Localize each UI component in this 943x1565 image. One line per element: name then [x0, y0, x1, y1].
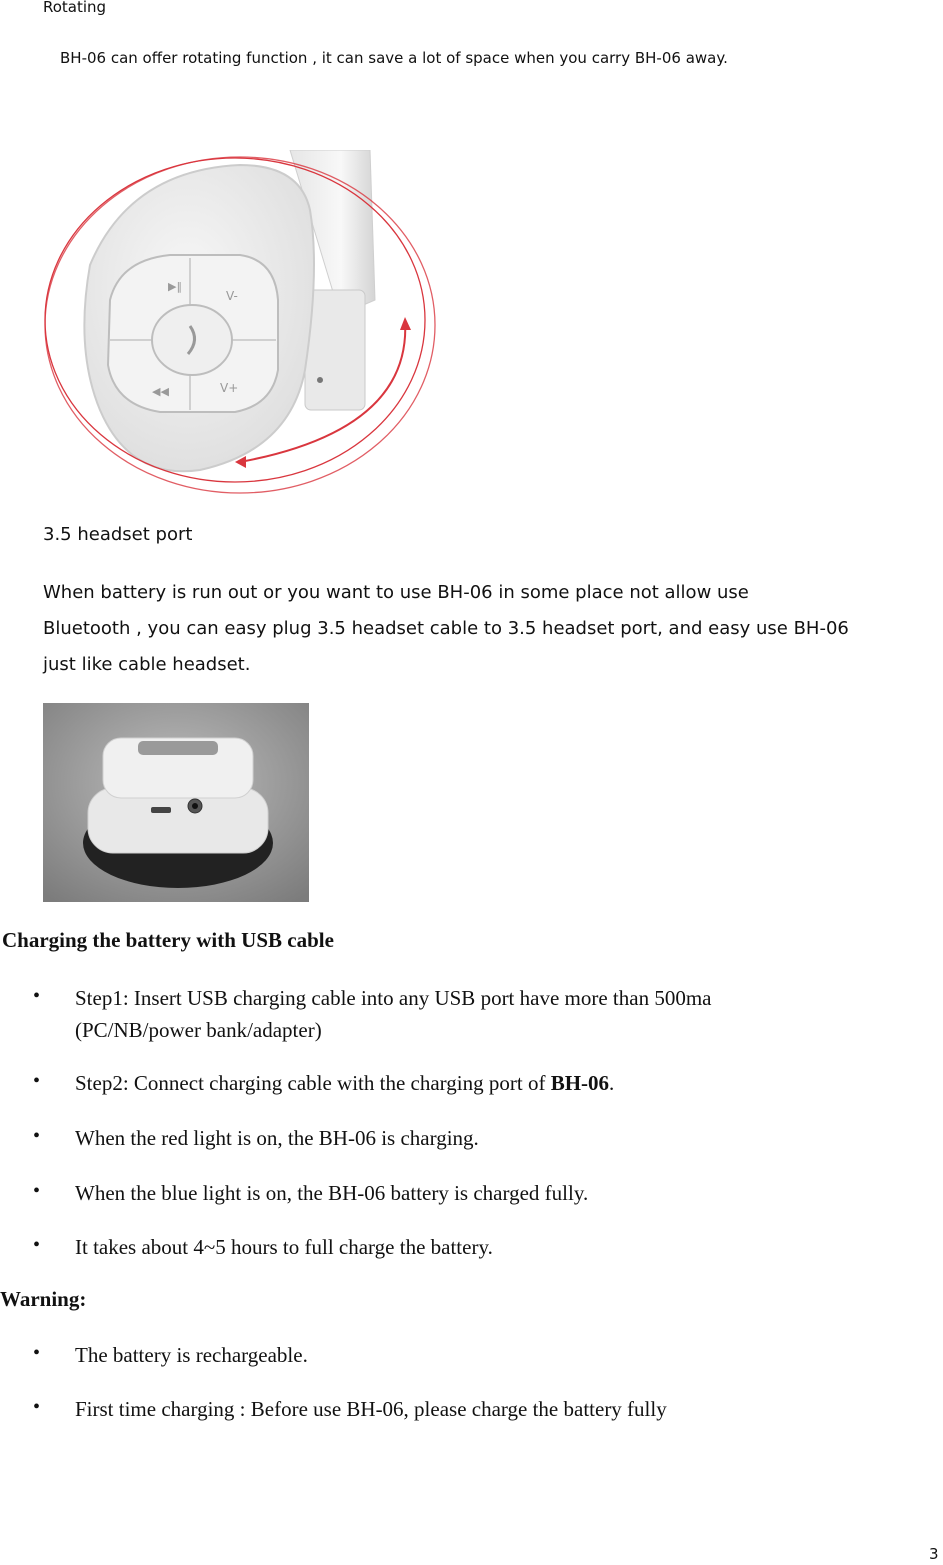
bullet: •	[33, 985, 41, 1007]
previous-icon: ◀◀	[152, 385, 169, 398]
warning-heading: Warning:	[0, 1287, 87, 1311]
rotating-text: BH-06 can offer rotating function , it can save a lot of space when you carry BH-06 away.	[60, 49, 728, 67]
bullet: •	[33, 1342, 41, 1364]
volume-down-icon: V-	[226, 289, 238, 303]
bullet: •	[33, 1234, 41, 1256]
play-pause-icon: ▶‖	[168, 280, 182, 293]
step-2-model: BH-06	[550, 1071, 610, 1095]
warning-item-1: The battery is rechargeable.	[75, 1343, 308, 1367]
step-2-prefix: Step2: Connect charging cable with the charging port of	[75, 1071, 551, 1095]
red-light-note: When the red light is on, the BH-06 is charging.	[75, 1126, 479, 1150]
warning-item-2: First time charging : Before use BH-06, please charge the battery fully	[75, 1397, 667, 1421]
bullet: •	[33, 1180, 41, 1202]
bullet: •	[33, 1125, 41, 1147]
volume-up-icon: V+	[220, 381, 239, 395]
bullet: •	[33, 1070, 41, 1092]
step-2	[75, 1068, 614, 1098]
blue-light-note: When the blue light is on, the BH-06 battery is charged fully.	[75, 1181, 589, 1205]
step-1-line-2: (PC/NB/power bank/adapter)	[75, 1018, 322, 1042]
bullet: •	[33, 1396, 41, 1418]
rotating-heading: Rotating	[43, 0, 107, 16]
step-2-suffix: .	[609, 1071, 615, 1095]
headset-port-line-3: just like cable headset.	[43, 654, 251, 675]
headphone-rotation-photo	[40, 150, 450, 500]
headset-port-photo	[43, 703, 309, 902]
headset-port-line-2: Bluetooth , you can easy plug 3.5 headset cable to 3.5 headset port, and easy use BH-06	[43, 618, 849, 639]
headset-port-line-1: When battery is run out or you want to use BH-06 in some place not allow use	[43, 582, 749, 603]
usb-port	[151, 807, 171, 813]
charging-heading: Charging the battery with USB cable	[2, 928, 334, 952]
step-1-line-1: Step1: Insert USB charging cable into any USB port have more than 500ma	[75, 986, 712, 1010]
page-number: 3	[929, 1545, 939, 1563]
control-pad	[108, 255, 278, 412]
headset-port-heading: 3.5 headset port	[43, 524, 193, 545]
charge-time-note: It takes about 4~5 hours to full charge the battery.	[75, 1235, 493, 1259]
